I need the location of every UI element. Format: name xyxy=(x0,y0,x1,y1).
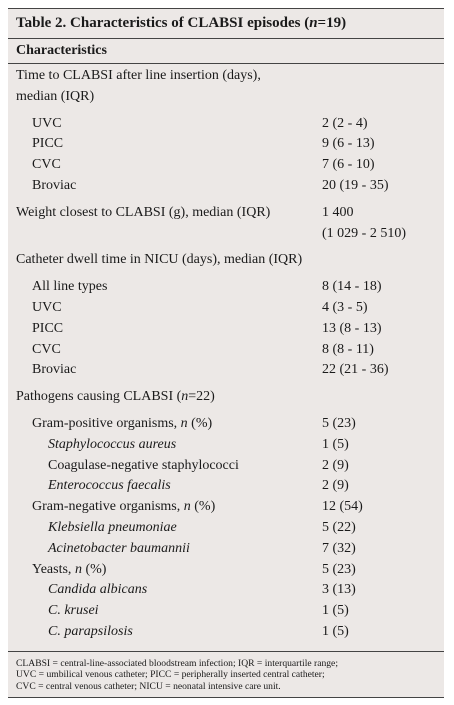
table-row xyxy=(8,414,444,435)
footnote-line: CLABSI = central-line-associated bloodstream infection; IQR = interquartile range; xyxy=(16,658,338,669)
row-value: 5 (23) xyxy=(322,561,356,577)
row-label: Acinetobacter baumannii xyxy=(48,540,190,556)
characteristics-table xyxy=(8,8,444,698)
table-row xyxy=(8,340,444,361)
row-label: Broviac xyxy=(32,177,77,193)
row-label: Weight closest to CLABSI (g), median (IQR) xyxy=(16,204,271,220)
table-row xyxy=(8,155,444,176)
table-row xyxy=(8,456,444,477)
row-value: 1 400 xyxy=(322,204,354,220)
row-value: 8 (14 - 18) xyxy=(322,279,382,295)
row-label: Time to CLABSI after line insertion (days), xyxy=(16,68,261,83)
row-label: CVC xyxy=(32,341,61,357)
row-label: median (IQR) xyxy=(16,88,95,104)
footnote-line: CVC = central venous catheter; NICU = neonatal intensive care unit. xyxy=(16,680,281,692)
table-row xyxy=(8,497,444,518)
row-label: PICC xyxy=(32,320,64,336)
row-label: PICC xyxy=(32,136,64,152)
row-label: Catheter dwell time in NICU (days), median (IQR) xyxy=(16,252,303,268)
table-footnote xyxy=(8,651,444,692)
row-value: 20 (19 - 35) xyxy=(322,177,389,193)
row-value: 2 (9) xyxy=(322,457,349,473)
row-value: 9 (6 - 13) xyxy=(322,136,375,152)
table-row xyxy=(8,114,444,135)
row-value: 2 (2 - 4) xyxy=(322,115,368,131)
table-row xyxy=(8,518,444,539)
table-row xyxy=(8,539,444,560)
row-value: 5 (22) xyxy=(322,519,356,535)
row-value: 22 (21 - 36) xyxy=(322,362,389,378)
row-value: 12 (54) xyxy=(322,499,363,515)
column-header-label: Characteristics xyxy=(16,43,107,58)
table-row xyxy=(8,580,444,601)
footnote-line: UVC = umbilical venous catheter; PICC = peripherally inserted central catheter; xyxy=(16,669,325,681)
table-row xyxy=(8,176,444,197)
table-title xyxy=(8,8,444,39)
table-row xyxy=(8,203,444,224)
row-value: 7 (32) xyxy=(322,540,356,556)
row-label: All line types xyxy=(32,279,108,295)
table-row xyxy=(8,476,444,497)
table-row xyxy=(8,560,444,581)
table-row xyxy=(8,134,444,155)
row-label: Candida albicans xyxy=(48,582,148,598)
section-heading xyxy=(8,250,444,271)
row-value: 1 (5) xyxy=(322,436,349,452)
table-title-prefix: Table 2. Characteristics of CLABSI episodes ( xyxy=(16,15,310,31)
row-value: 1 (5) xyxy=(322,603,349,619)
table-row xyxy=(8,435,444,456)
section-heading xyxy=(8,66,444,87)
row-label: Klebsiella pneumoniae xyxy=(48,519,177,535)
row-label: C. parapsilosis xyxy=(48,623,133,639)
table-row xyxy=(8,298,444,319)
row-value: (1 029 - 2 510) xyxy=(322,225,406,241)
row-label: Coagulase-negative staphylococci xyxy=(48,457,239,473)
table-row xyxy=(8,277,444,298)
row-label: Gram-negative organisms, n (%) xyxy=(32,499,216,515)
table-row xyxy=(8,319,444,340)
row-value: 7 (6 - 10) xyxy=(322,157,375,173)
table-title-n: n xyxy=(309,15,318,31)
row-value: 2 (9) xyxy=(322,478,349,494)
row-value: 1 (5) xyxy=(322,623,349,639)
row-label: Gram-positive organisms, n (%) xyxy=(32,415,213,431)
table-body xyxy=(8,64,444,643)
row-value: 13 (8 - 13) xyxy=(322,320,382,336)
row-label: Enterococcus faecalis xyxy=(48,478,171,494)
row-label: CVC xyxy=(32,157,61,173)
row-label: UVC xyxy=(32,115,62,131)
row-label: Pathogens causing CLABSI (n=22) xyxy=(16,389,215,405)
row-label: Yeasts, n (%) xyxy=(32,561,107,577)
row-label: C. krusei xyxy=(48,603,99,619)
row-value: 5 (23) xyxy=(322,415,356,431)
table-row xyxy=(8,360,444,381)
row-label: UVC xyxy=(32,299,62,315)
table-row xyxy=(8,601,444,622)
table-row xyxy=(8,622,444,643)
row-label: Broviac xyxy=(32,362,77,378)
table-title-suffix: =19) xyxy=(317,15,347,31)
row-value: 3 (13) xyxy=(322,582,356,598)
section-heading xyxy=(8,87,444,108)
bottom-rule xyxy=(8,697,444,698)
row-value: 8 (8 - 11) xyxy=(322,341,374,357)
row-value: 4 (3 - 5) xyxy=(322,299,368,315)
section-heading xyxy=(8,387,444,408)
row-label: Staphylococcus aureus xyxy=(48,436,177,452)
table-row xyxy=(8,224,444,245)
column-header xyxy=(8,39,444,64)
